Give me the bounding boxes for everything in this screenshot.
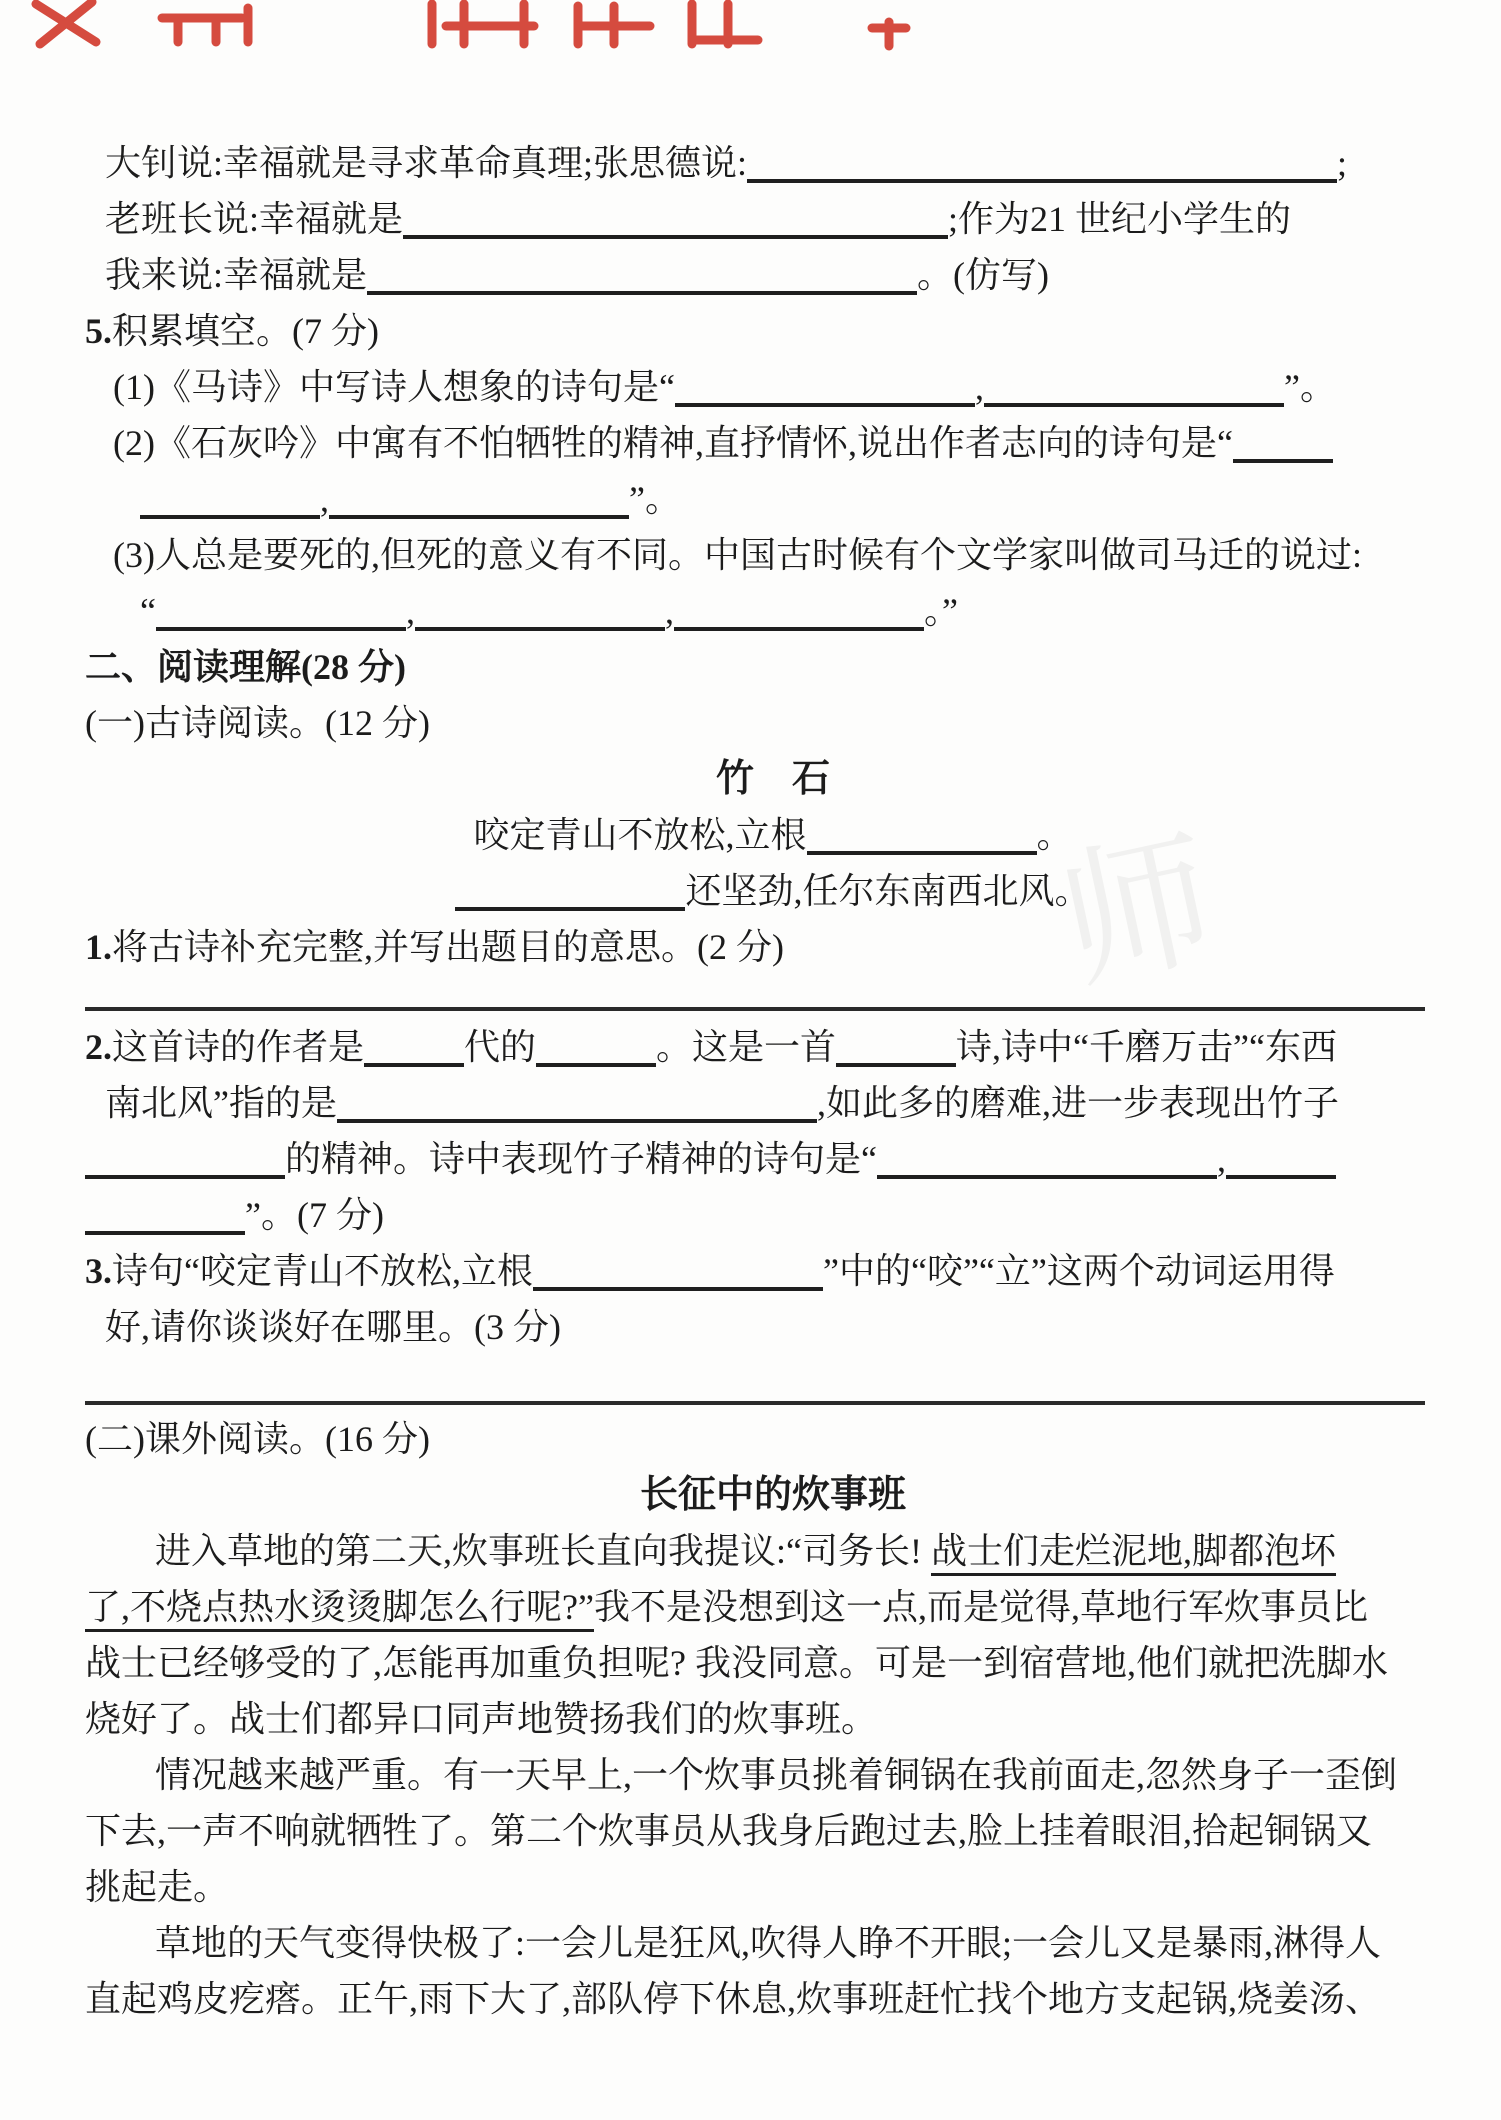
- poem-line-2: [85, 863, 1461, 919]
- text-segment: (2)《石灰吟》中寓有不怕牺牲的精神,直抒情怀,说出作者志向的诗句是“: [113, 423, 1233, 463]
- text-segment: 咬定青山不放松,立根: [473, 815, 807, 855]
- question-number: 2.: [85, 1027, 112, 1067]
- blank-line: [364, 1021, 464, 1067]
- poem-question-3-line-1: [85, 1243, 1461, 1299]
- section-2-sub-2: [85, 1411, 1461, 1467]
- answer-rule-line: [85, 1401, 1425, 1405]
- text-segment: 我来说:幸福就是: [105, 255, 368, 295]
- passage-p3-line-1: [85, 1915, 1461, 1971]
- imitation-writing-line-2: [85, 191, 1461, 247]
- text-segment: 草地的天气变得快极了:一会儿是狂风,吹得人睁不开眼;一会儿又是暴雨,淋得人: [155, 1923, 1382, 1963]
- answer-rule-line: [85, 1007, 1425, 1011]
- blank-line: [675, 361, 975, 407]
- text-segment: 将古诗补充完整,并写出题目的意思。(2 分): [112, 927, 784, 967]
- blank-line: [85, 1189, 245, 1235]
- poem-question-2-line-2: [85, 1075, 1461, 1131]
- passage-p1-line-1: [85, 1523, 1461, 1579]
- blank-line: [85, 1133, 285, 1179]
- text-segment: ,: [974, 367, 984, 407]
- blank-line: [674, 585, 924, 631]
- text-segment: 好,请你谈谈好在哪里。(3 分): [105, 1307, 561, 1347]
- poem-question-3-line-2: [85, 1299, 1461, 1355]
- text-segment: (1)《马诗》中写诗人想象的诗句是“: [113, 367, 675, 407]
- text-segment: 还坚劲,任尔东南西北风。: [685, 871, 1091, 911]
- blank-line: [455, 865, 685, 911]
- underlined-text-segment: 战士们走烂泥地,脚都泡坏: [931, 1531, 1336, 1576]
- passage-p1-line-3: [85, 1635, 1461, 1691]
- poem-title: [85, 751, 1461, 807]
- imitation-writing-line-3: [85, 247, 1461, 303]
- question-5-item-3-line-2: [85, 583, 1461, 639]
- text-segment: 南北风”指的是: [105, 1083, 337, 1123]
- blank-line: [877, 1133, 1217, 1179]
- text-segment: “: [140, 591, 156, 631]
- text-segment: 。这是一首: [656, 1027, 837, 1067]
- text-segment: 。: [1036, 815, 1073, 855]
- underlined-text-segment: 了,不烧点热水烫烫脚怎么行呢?”: [85, 1587, 594, 1632]
- poem-question-2-line-4: [85, 1187, 1461, 1243]
- passage-p2-line-2: [85, 1803, 1461, 1859]
- poem-line-1: [85, 807, 1461, 863]
- imitation-writing-line-1: [85, 135, 1461, 191]
- blank-line: [337, 1077, 817, 1123]
- passage-p3-line-2: [85, 1971, 1461, 2027]
- text-segment: ,: [1216, 1139, 1226, 1179]
- text-segment: 积累填空。(7 分): [112, 311, 379, 351]
- blank-line: [807, 809, 1037, 855]
- blank-line: [1226, 1133, 1336, 1179]
- text-segment: 诗句“咬定青山不放松,立根: [112, 1251, 533, 1291]
- blank-line: [367, 249, 917, 295]
- text-segment: 进入草地的第二天,炊事班长直向我提议:“司务长!: [155, 1531, 931, 1571]
- question-number: 5.: [85, 311, 112, 351]
- text-segment: 烧好了。战士们都异口同声地赞扬我们的炊事班。: [85, 1699, 878, 1739]
- text-segment: 战士已经够受的了,怎能再加重负担呢? 我没同意。可是一到宿营地,他们就把洗脚水: [85, 1643, 1388, 1683]
- text-segment: ,: [664, 591, 674, 631]
- blank-line: [329, 473, 629, 519]
- text-segment: 大钊说:幸福就是寻求革命真理;张思德说:: [105, 143, 748, 183]
- blank-line: [984, 361, 1284, 407]
- section-2-sub-1: [85, 695, 1461, 751]
- passage-p2-line-1: [85, 1747, 1461, 1803]
- text-segment: 的精神。诗中表现竹子精神的诗句是“: [285, 1139, 877, 1179]
- text-segment: ;作为21 世纪小学生的: [948, 199, 1292, 239]
- blank-line: [415, 585, 665, 631]
- blank-line: [156, 585, 406, 631]
- text-segment: ”中的“咬”“立”这两个动词运用得: [822, 1251, 1335, 1291]
- text-segment: ”。: [1283, 367, 1336, 407]
- passage-p1-line-4: [85, 1691, 1461, 1747]
- poem-question-1: [85, 919, 1461, 975]
- text-segment: ,: [320, 479, 329, 519]
- passage-p1-line-2: [85, 1579, 1461, 1635]
- text-segment: 。(仿写): [917, 255, 1049, 295]
- question-5-item-2-line-2: [85, 471, 1461, 527]
- text-segment: ”。(7 分): [245, 1195, 384, 1235]
- text-segment: 代的: [464, 1027, 537, 1067]
- text-segment: 这首诗的作者是: [112, 1027, 365, 1067]
- poem-question-2-line-3: [85, 1131, 1461, 1187]
- text-segment: 情况越来越严重。有一天早上,一个炊事员挑着铜锅在我前面走,忽然身子一歪倒: [155, 1755, 1398, 1795]
- text-segment: 。”: [923, 591, 958, 631]
- red-stamp-fragments-icon: [0, 0, 1501, 52]
- blank-line: [403, 193, 948, 239]
- text-segment: 挑起走。: [85, 1867, 230, 1907]
- text-segment: 诗,诗中“千磨万击”“东西: [956, 1027, 1337, 1067]
- text-segment: 二、阅读理解(28 分): [85, 647, 406, 687]
- question-number: 3.: [85, 1251, 112, 1291]
- blank-line: [1233, 417, 1333, 463]
- text-segment: (3)人总是要死的,但死的意义有不同。中国古时候有个文学家叫做司马迁的说过:: [113, 535, 1362, 575]
- poem-question-2-line-1: [85, 1019, 1461, 1075]
- text-segment: ”。: [629, 479, 681, 519]
- text-segment: ;: [1337, 143, 1348, 183]
- passage-p2-line-3: [85, 1859, 1461, 1915]
- question-5-item-2-line-1: [85, 415, 1461, 471]
- text-segment: 直起鸡皮疙瘩。正午,雨下大了,部队停下休息,炊事班赶忙找个地方支起锅,烧姜汤、: [85, 1979, 1382, 2019]
- blank-line: [536, 1021, 656, 1067]
- question-5-heading: [85, 303, 1461, 359]
- paper-content: [85, 135, 1461, 2027]
- blank-line: [836, 1021, 956, 1067]
- section-2-heading: [85, 639, 1461, 695]
- blank-line: [533, 1245, 823, 1291]
- blank-line: [140, 473, 320, 519]
- text-segment: ,如此多的磨难,进一步表现出竹子: [816, 1083, 1339, 1123]
- passage-title: [85, 1467, 1461, 1523]
- text-segment: (二)课外阅读。(16 分): [85, 1419, 430, 1459]
- text-segment: (一)古诗阅读。(12 分): [85, 703, 430, 743]
- question-5-item-3-line-1: [85, 527, 1461, 583]
- text-segment: 下去,一声不响就牺牲了。第二个炊事员从我身后跑过去,脸上挂着眼泪,拾起铜锅又: [85, 1811, 1373, 1851]
- text-segment: 竹 石: [715, 758, 830, 800]
- text-segment: ,: [405, 591, 415, 631]
- question-number: 1.: [85, 927, 112, 967]
- question-5-item-1: [85, 359, 1461, 415]
- text-segment: 长征中的炊事班: [639, 1474, 906, 1516]
- blank-line: [747, 137, 1337, 183]
- text-segment: 我不是没想到这一点,而是觉得,草地行军炊事员比: [593, 1587, 1368, 1627]
- text-segment: 老班长说:幸福就是: [105, 199, 404, 239]
